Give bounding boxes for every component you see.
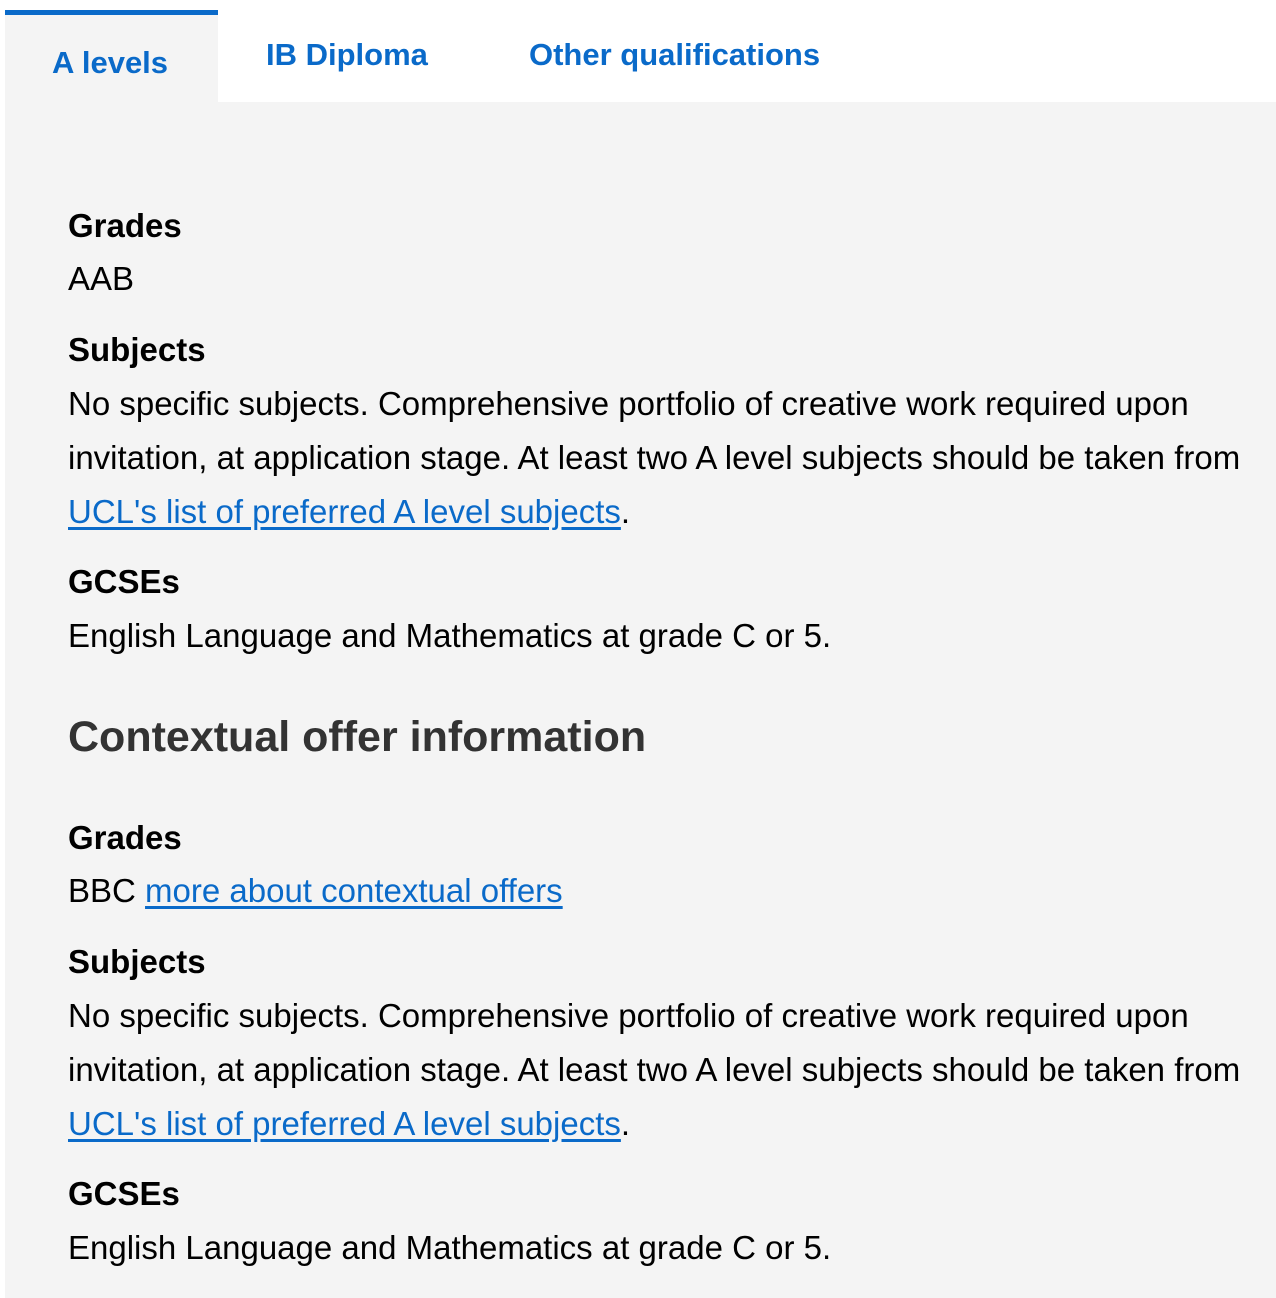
tab-ib-diploma[interactable]: IB Diploma [266,37,428,72]
preferred-subjects-link[interactable]: UCL's list of preferred A level subjects [68,493,621,530]
contextual-grades-label: Grades [68,819,182,856]
contextual-subjects-label: Subjects [68,943,206,980]
grades-label: Grades [68,207,182,244]
grades-value: AAB [68,260,135,297]
subjects-value [68,377,1258,539]
tab-a-levels[interactable]: A levels [5,10,218,102]
contextual-subjects-value [68,989,1258,1151]
contextual-grades-value [68,864,1258,918]
tab-other-qualifications[interactable]: Other qualifications [529,37,821,72]
contextual-offer-heading: Contextual offer information [68,713,647,761]
contextual-preferred-subjects-link[interactable]: UCL's list of preferred A level subjects [68,1105,621,1142]
tab-bar [5,10,1276,102]
gcses-value: English Language and Mathematics at grade C or 5. [68,617,832,654]
contextual-subjects-text-end: . [620,1105,631,1142]
contextual-grades-text: BBC [68,872,136,909]
subjects-text: No specific subjects. Comprehensive portfolio of creative work required upon invitation, at application stage. At least two A level subjects should be taken from [68,385,1241,476]
contextual-gcses-value: English Language and Mathematics at grade C or 5. [68,1229,832,1266]
subjects-label: Subjects [68,331,206,368]
tab-panel-a-levels [5,102,1276,1298]
gcses-label: GCSEs [68,563,180,600]
contextual-gcses-label: GCSEs [68,1175,180,1212]
entry-requirements-tabs [5,10,1276,1298]
contextual-offers-link[interactable]: more about contextual offers [145,872,563,909]
subjects-text-end: . [620,493,631,530]
contextual-subjects-text: No specific subjects. Comprehensive portfolio of creative work required upon invitation, at application stage. At least two A level subjects should be taken from [68,997,1241,1088]
